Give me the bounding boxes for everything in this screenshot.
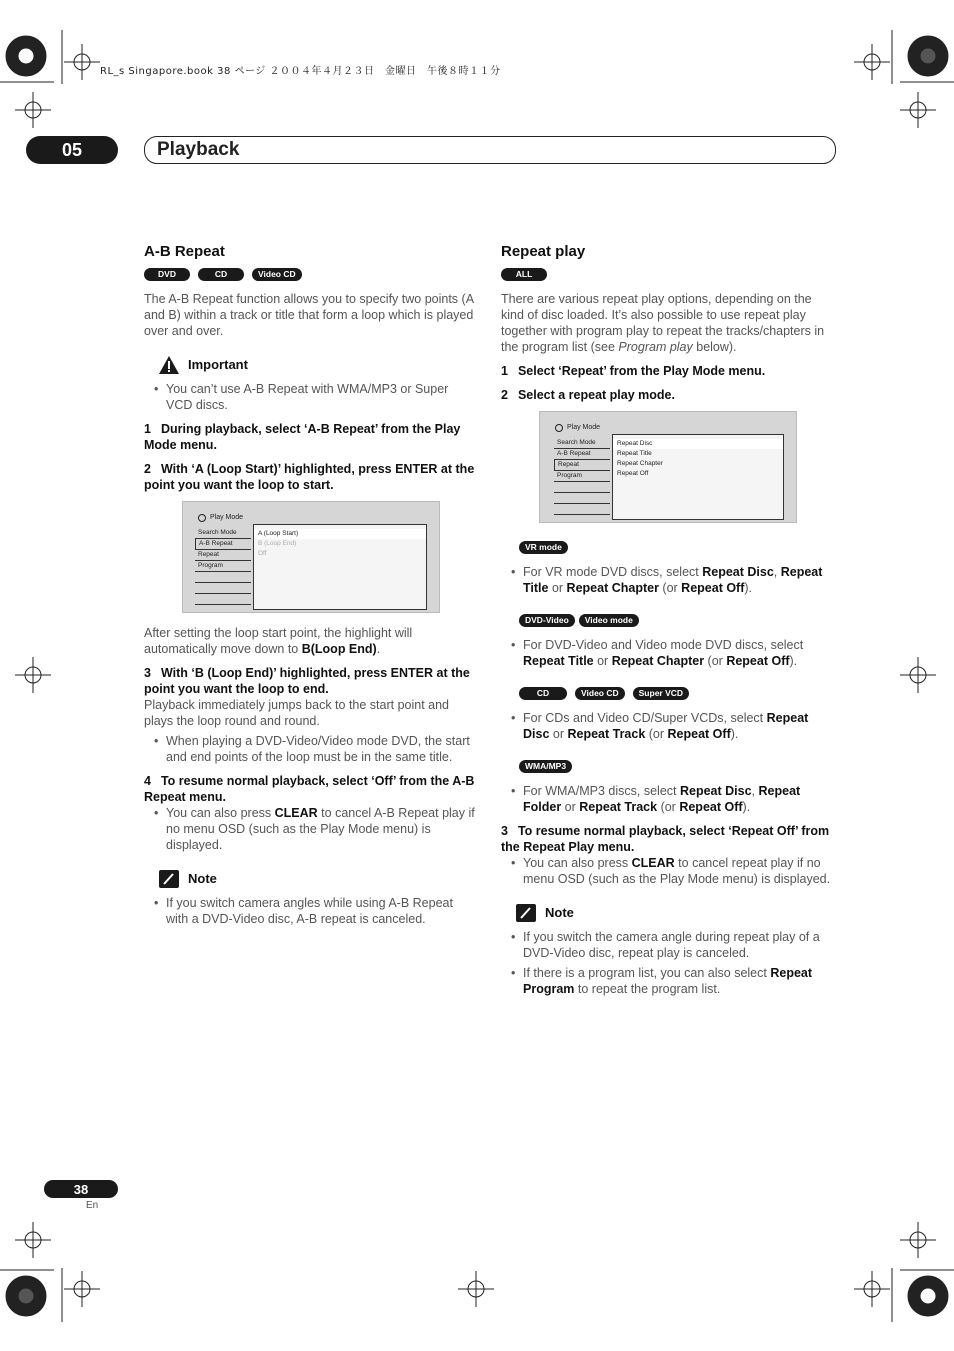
disc-badges — [501, 268, 835, 281]
osd-menu-item: Repeat — [195, 550, 251, 561]
badge-cd: CD — [519, 687, 567, 700]
note-pencil-icon — [158, 869, 180, 889]
wma-badges — [519, 760, 835, 773]
ab-step-3: 3 With ‘B (Loop End)’ highlighted, press ENTER at the point you want the loop to end. — [144, 666, 470, 696]
note-item: • If there is a program list, you can also select Repeat Program to repeat the program list. — [501, 965, 835, 997]
disc-icon — [197, 514, 207, 522]
warning-icon — [158, 355, 180, 375]
language-code: En — [86, 1200, 99, 1211]
repeat-step-3: 3 To resume normal playback, select ‘Repeat Off’ from the Repeat Play menu. — [501, 824, 830, 854]
osd-option: Repeat Off — [617, 470, 649, 477]
badge-video-cd: Video CD — [252, 268, 302, 281]
cd-item: • For CDs and Video CD/Super VCDs, select Repeat Disc or Repeat Track (or Repeat Off). — [501, 710, 835, 742]
repeat-step-1: 1 Select ‘Repeat’ from the Play Mode menu. — [501, 364, 766, 378]
badge-vr-mode: VR mode — [519, 541, 568, 554]
osd-header: Play Mode — [554, 420, 600, 436]
repeat-intro: There are various repeat play options, depending on the kind of disc loaded. It’s also possible to use repeat play together with program play to repeat the tracks/chapters in the program list (see Program play below). — [501, 292, 825, 354]
ab-step-1: 1 During playback, select ‘A-B Repeat’ from the Play Mode menu. — [144, 422, 461, 452]
repeat-play-section — [501, 244, 835, 1005]
ab-repeat-heading: A-B Repeat — [144, 243, 225, 260]
badge-dvd: DVD — [144, 268, 190, 281]
chapter-number: 05 — [26, 136, 118, 164]
osd-menu — [554, 438, 610, 515]
osd-option: A (Loop Start) — [254, 529, 426, 539]
repeat-step-2: 2 Select a repeat play mode. — [501, 388, 675, 402]
badge-dvd-video: DVD-Video — [519, 614, 575, 627]
osd-menu-item: Search Mode — [195, 528, 251, 539]
note-label: Note — [188, 871, 217, 886]
repeat-play-heading: Repeat play — [501, 243, 586, 260]
print-info: RL_s Singapore.book 38 ページ ２００４年４月２３日 金曜日 午後８時１１分 — [100, 66, 501, 77]
osd-option: Repeat Chapter — [617, 460, 663, 467]
osd-repeat-screen — [539, 411, 797, 523]
ab-step-4-item: • You can also press CLEAR to cancel A-B Repeat play if no menu OSD (such as the Play Mode menu) is displayed. — [144, 805, 478, 853]
osd-menu-item: Program — [554, 471, 610, 482]
repeat-step-3-item: • You can also press CLEAR to cancel repeat play if no menu OSD (such as the Play Mode menu) is displayed. — [501, 855, 835, 887]
osd-menu-item: Program — [195, 561, 251, 572]
osd-option: Off — [258, 550, 267, 557]
page-number: 38 — [44, 1180, 118, 1198]
vr-item: • For VR mode DVD discs, select Repeat Disc, Repeat Title or Repeat Chapter (or Repeat Off). — [501, 564, 835, 596]
chapter-title-bar — [144, 136, 836, 164]
dvd-badges — [519, 614, 835, 627]
ab-step-4: 4 To resume normal playback, select ‘Off’ from the A-B Repeat menu. — [144, 774, 475, 804]
osd-header: Play Mode — [197, 510, 243, 526]
osd-ab-repeat-screen — [182, 501, 440, 613]
badge-video-mode: Video mode — [579, 614, 639, 627]
osd-option: Repeat Disc — [613, 439, 783, 449]
badge-all: ALL — [501, 268, 547, 281]
dvd-item: • For DVD-Video and Video mode DVD discs, select Repeat Title or Repeat Chapter (or Repeat Off). — [501, 637, 835, 669]
osd-menu-item: A-B Repeat — [195, 539, 251, 550]
disc-icon — [554, 424, 564, 432]
osd-menu-item: A-B Repeat — [554, 449, 610, 460]
cd-badges — [519, 687, 835, 700]
osd-options-panel — [253, 524, 427, 610]
osd-menu-item: Search Mode — [554, 438, 610, 449]
after-loop-start: After setting the loop start point, the highlight will automatically move down to B(Loop End). — [144, 626, 413, 656]
ab-step-2: 2 With ‘A (Loop Start)’ highlighted, press ENTER at the point you want the loop to start. — [144, 462, 475, 492]
important-label: Important — [188, 357, 248, 372]
ab-step-3-item: • When playing a DVD-Video/Video mode DVD, the start and end points of the loop must be in the same title. — [144, 733, 478, 765]
note-item: • If you switch camera angles while using A-B Repeat with a DVD-Video disc, A-B repeat is canceled. — [144, 895, 478, 927]
important-item: • You can’t use A-B Repeat with WMA/MP3 or Super VCD discs. — [144, 381, 478, 413]
badge-cd: CD — [198, 268, 244, 281]
chapter-title: Playback — [157, 139, 240, 160]
disc-badges — [144, 268, 478, 281]
note-callout — [158, 869, 478, 889]
osd-menu-item: Repeat — [554, 460, 610, 471]
ab-intro: The A-B Repeat function allows you to specify two points (A and B) within a track or title that form a loop which is played over and over. — [144, 292, 474, 338]
important-callout — [158, 355, 478, 375]
badge-wma-mp3: WMA/MP3 — [519, 760, 572, 773]
note-label: Note — [545, 905, 574, 920]
vr-badges — [519, 541, 835, 554]
ab-repeat-section — [144, 244, 478, 935]
ab-step-3-text: Playback immediately jumps back to the start point and plays the loop round and round. — [144, 698, 450, 728]
badge-super-vcd: Super VCD — [633, 687, 689, 700]
osd-options-panel — [612, 434, 784, 520]
note-callout — [515, 903, 835, 923]
note-item: • If you switch the camera angle during repeat play of a DVD-Video disc, repeat play is canceled. — [501, 929, 835, 961]
note-pencil-icon — [515, 903, 537, 923]
badge-video-cd: Video CD — [575, 687, 625, 700]
osd-option: Repeat Title — [617, 450, 652, 457]
wma-item: • For WMA/MP3 discs, select Repeat Disc, Repeat Folder or Repeat Track (or Repeat Off). — [501, 783, 835, 815]
osd-option: B (Loop End) — [258, 540, 297, 547]
osd-menu — [195, 528, 251, 605]
